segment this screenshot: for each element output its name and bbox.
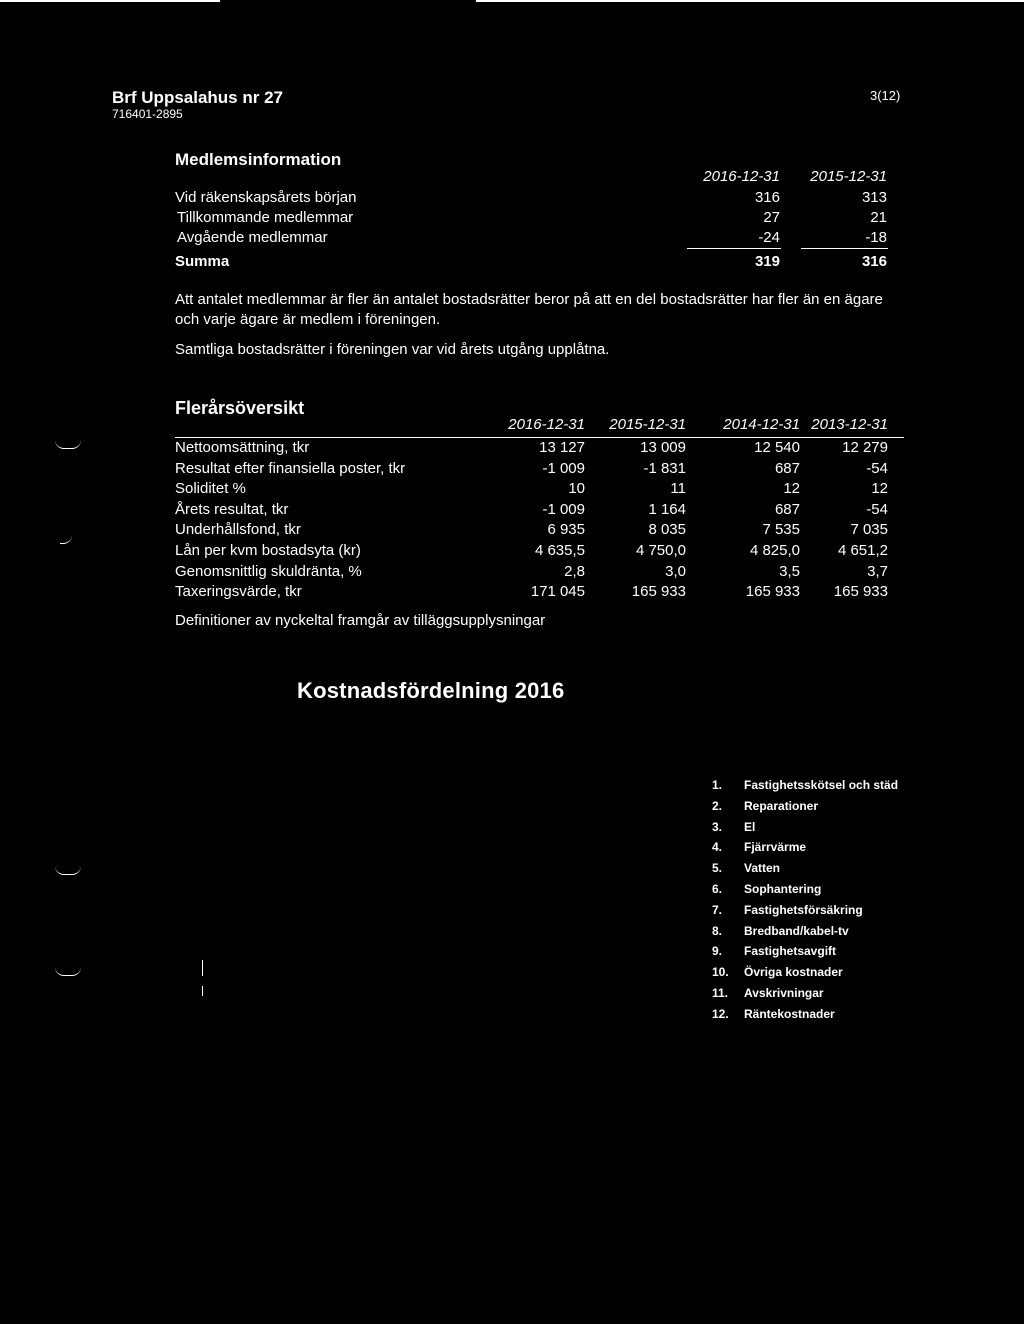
legend-item-number: 5. xyxy=(712,861,723,876)
margin-mark xyxy=(55,866,81,875)
legend-item-number: 10. xyxy=(712,965,729,980)
overview-row-label: Genomsnittlig skuldränta, % xyxy=(175,562,362,580)
overview-title: Flerårsöversikt xyxy=(175,398,305,418)
scan-edge-line xyxy=(476,0,1024,2)
legend-item-number: 7. xyxy=(712,902,723,917)
legend-item-label: Bredband/kabel-tv xyxy=(744,923,849,938)
legend-item-number: 11. xyxy=(712,985,729,1000)
members-title: Medlemsinformation xyxy=(175,150,342,169)
members-note-2: Samtliga bostadsrätter i föreningen var vid årets utgång upplåtna. xyxy=(175,341,610,358)
members-total-label: Summa xyxy=(175,253,230,270)
overview-cell: -54 xyxy=(866,459,888,477)
overview-cell: 165 933 xyxy=(631,583,686,601)
members-total-value: 319 xyxy=(754,253,780,270)
overview-cell: -54 xyxy=(866,500,888,518)
overview-row-label: Lån per kvm bostadsyta (kr) xyxy=(175,542,361,559)
members-row-value: 21 xyxy=(870,209,887,226)
overview-row-label: Taxeringsvärde, tkr xyxy=(175,583,302,601)
legend-item-number: 9. xyxy=(712,944,723,959)
legend-item-number: 2. xyxy=(712,798,723,813)
sum-rule xyxy=(687,248,781,249)
overview-cell: 4 651,2 xyxy=(837,542,888,559)
legend-item-label: El xyxy=(744,819,756,834)
legend-item-label: Sophantering xyxy=(744,881,822,896)
overview-cell: 1 164 xyxy=(648,500,686,518)
legend-item-number: 4. xyxy=(712,840,723,855)
legend-item-label: Fastighetsförsäkring xyxy=(744,902,863,917)
legend-item-label: Reparationer xyxy=(744,798,819,813)
overview-footnote: Definitioner av nyckeltal framgår av tilläggsupplysningar xyxy=(175,612,546,629)
organization-name: Brf Uppsalahus nr 27 xyxy=(112,88,283,107)
overview-cell: 12 xyxy=(871,480,888,498)
legend-item-label: Avskrivningar xyxy=(744,985,824,1000)
members-row-value: -18 xyxy=(865,229,887,246)
overview-cell: 12 279 xyxy=(842,439,888,456)
members-row-label: Avgående medlemmar xyxy=(177,229,328,246)
members-row-value: -24 xyxy=(758,229,780,246)
legend-item xyxy=(712,1004,898,1025)
overview-cell: 10 xyxy=(568,480,585,498)
overview-cell: 8 035 xyxy=(648,521,686,539)
scan-artifact xyxy=(202,960,203,976)
legend-item-label: Vatten xyxy=(744,861,781,876)
overview-row-label: Resultat efter finansiella poster, tkr xyxy=(175,459,406,477)
overview-cell: 687 xyxy=(774,459,800,477)
legend-item xyxy=(712,837,898,858)
sum-rule xyxy=(801,248,888,249)
legend-item xyxy=(712,817,898,838)
overview-row-label: Årets resultat, tkr xyxy=(175,500,289,518)
legend-item xyxy=(712,921,898,942)
overview-cell: 12 xyxy=(783,480,800,498)
scan-edge-line xyxy=(0,0,220,2)
overview-cell: 2,8 xyxy=(564,562,585,580)
members-note: Att antalet medlemmar är fler än antalet bostadsrätter beror på att en del bostadsrätter har fler än en ägare och varje ägare är medlem i föreningen. xyxy=(175,291,883,328)
members-row-label: Tillkommande medlemmar xyxy=(177,209,354,226)
overview-cell: 3,0 xyxy=(665,562,686,580)
members-row-value: 27 xyxy=(763,209,780,226)
legend-item xyxy=(712,983,898,1004)
overview-cell: 3,5 xyxy=(779,562,800,580)
overview-cell: 13 127 xyxy=(539,439,585,456)
margin-mark xyxy=(55,967,81,976)
members-row-label: Vid räkenskapsårets början xyxy=(175,189,357,206)
overview-cell: -1 009 xyxy=(542,459,585,477)
legend-item-number: 1. xyxy=(712,778,723,792)
legend-item xyxy=(712,941,898,962)
members-row-value: 313 xyxy=(861,189,887,206)
overview-row-label: Nettoomsättning, tkr xyxy=(175,439,310,456)
overview-cell: 165 933 xyxy=(745,583,800,601)
members-date-previous: 2015-12-31 xyxy=(810,168,887,185)
legend-item xyxy=(712,879,898,900)
legend-item-label: Fastighetsavgift xyxy=(744,944,837,959)
legend-item xyxy=(712,858,898,879)
legend-item-number: 6. xyxy=(712,881,723,896)
members-date-current: 2016-12-31 xyxy=(703,168,780,185)
overview-cell: -1 831 xyxy=(643,459,686,477)
members-total-value: 316 xyxy=(861,253,887,270)
overview-date: 2013-12-31 xyxy=(811,416,888,433)
legend-item-number: 3. xyxy=(712,819,723,834)
overview-row-label: Underhållsfond, tkr xyxy=(175,521,301,539)
page-number: 3(12) xyxy=(870,88,901,103)
legend-item-number: 12. xyxy=(712,1006,729,1021)
legend-item-label: Räntekostnader xyxy=(744,1006,835,1021)
overview-cell: 165 933 xyxy=(833,583,888,601)
legend-item-label: Fastighetsskötsel och städ xyxy=(744,778,899,792)
overview-cell: 7 535 xyxy=(762,521,800,539)
overview-cell: 12 540 xyxy=(754,439,800,456)
overview-header-rule xyxy=(175,437,904,438)
chart-title: Kostnadsfördelning 2016 xyxy=(297,678,565,703)
overview-cell: 4 825,0 xyxy=(749,542,800,559)
legend-item xyxy=(712,796,898,817)
overview-cell: 11 xyxy=(670,480,686,498)
legend-item xyxy=(712,775,898,796)
legend-item-label: Övriga kostnader xyxy=(744,965,843,980)
overview-cell: 4 750,0 xyxy=(635,542,686,559)
legend-item-label: Fjärrvärme xyxy=(744,840,807,855)
overview-row-label: Soliditet % xyxy=(175,480,246,498)
overview-date: 2016-12-31 xyxy=(508,416,585,433)
members-row-value: 316 xyxy=(754,189,780,206)
margin-mark xyxy=(55,440,81,449)
overview-cell: -1 009 xyxy=(542,500,585,518)
overview-cell: 7 035 xyxy=(850,521,888,539)
overview-cell: 13 009 xyxy=(640,439,686,456)
legend-item xyxy=(712,962,898,983)
overview-cell: 6 935 xyxy=(547,521,585,539)
chart-legend xyxy=(712,775,898,1025)
overview-cell: 687 xyxy=(774,500,800,518)
legend-item-number: 8. xyxy=(712,923,723,938)
legend-item xyxy=(712,900,898,921)
overview-date: 2015-12-31 xyxy=(609,416,686,433)
margin-mark xyxy=(60,535,72,544)
overview-cell: 3,7 xyxy=(867,562,888,580)
overview-date: 2014-12-31 xyxy=(723,416,800,433)
overview-cell: 4 635,5 xyxy=(534,542,585,559)
organization-number: 716401-2895 xyxy=(112,107,183,121)
scan-artifact xyxy=(202,986,203,996)
overview-cell: 171 045 xyxy=(530,583,585,601)
